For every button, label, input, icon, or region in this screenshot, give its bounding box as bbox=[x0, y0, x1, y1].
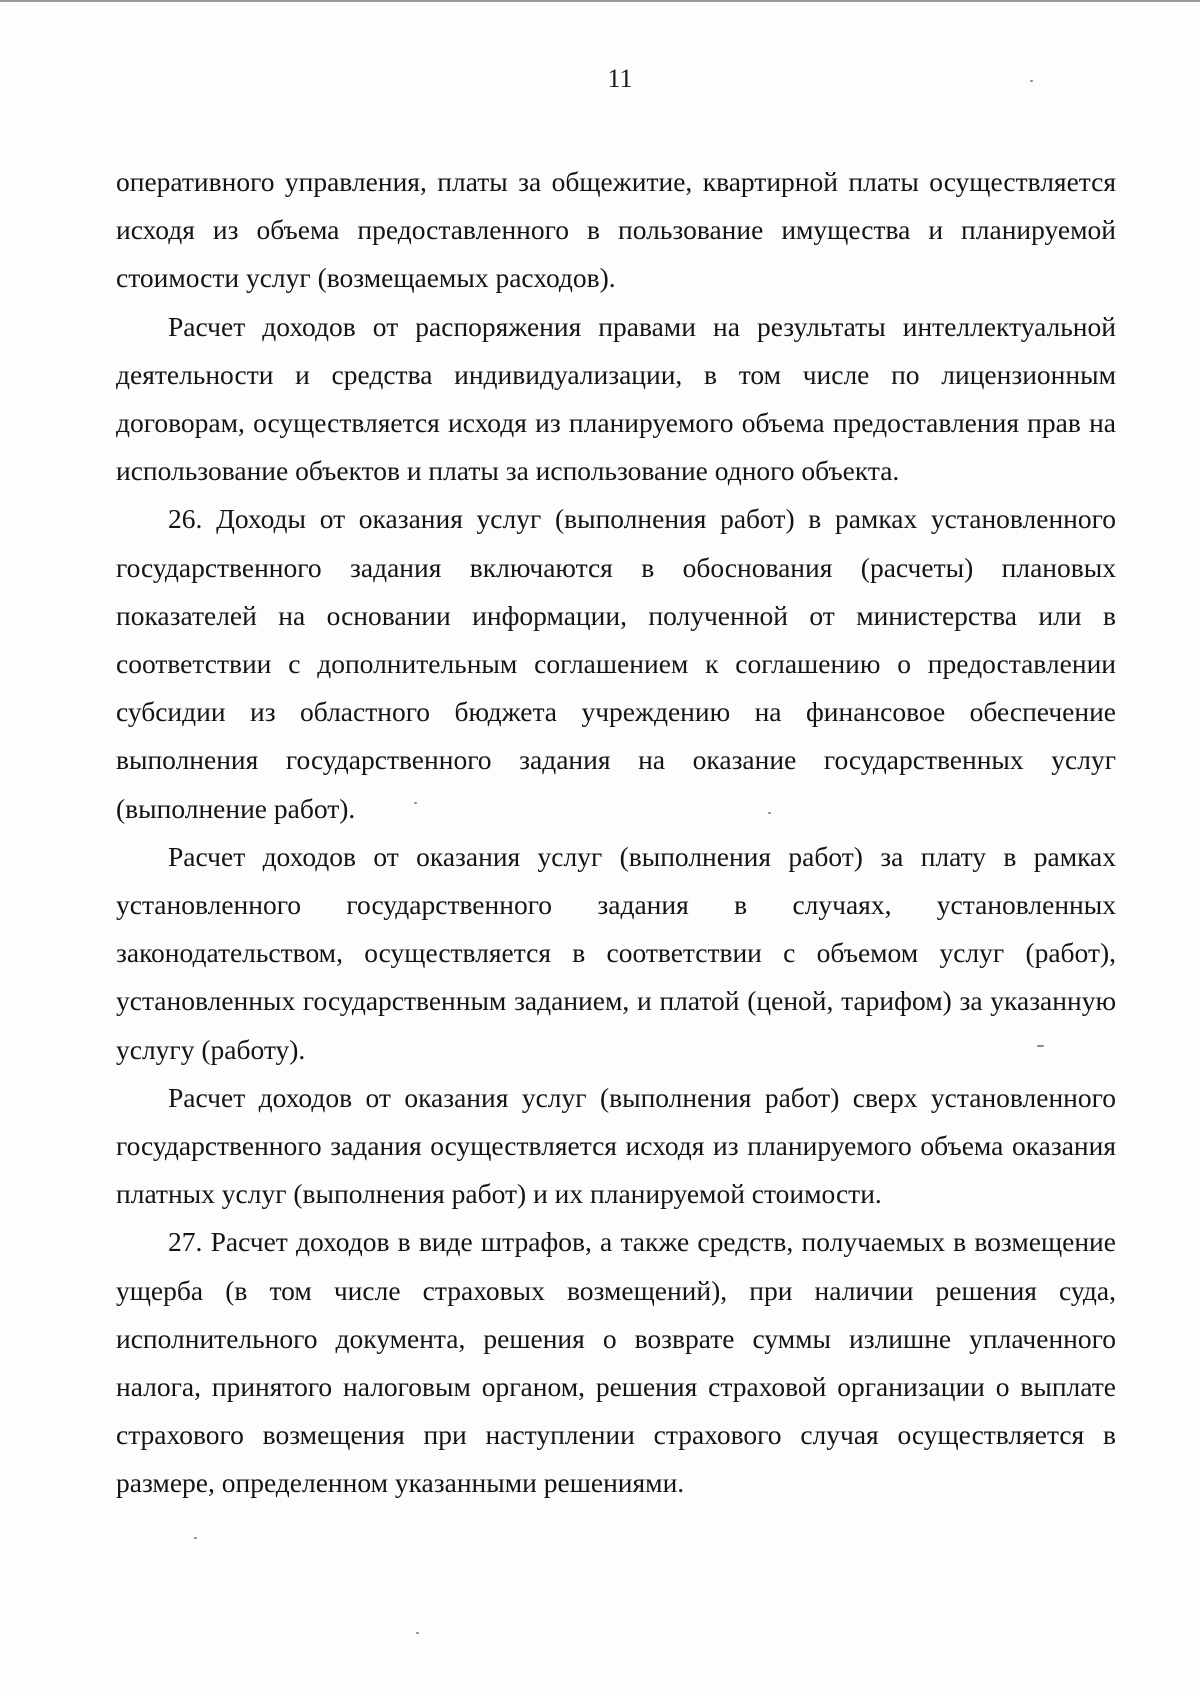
paragraph-paid-services-beyond-assignment: Расчет доходов от оказания услуг (выполнения работ) сверх установленного государственного задания осуществляется исходя из планируемого объема оказания платных услуг (выполнения работ) и их планируемой стоимости. bbox=[116, 1081, 1116, 1210]
paragraph-intellectual-property-income: Расчет доходов от распоряжения правами на результаты интеллектуальной деятельности и средства индивидуализации, в том числе по лицензионным договорам, осуществляется исходя из планируемого объема предоставления прав на использование объектов и платы за использование одного объекта. bbox=[116, 310, 1116, 487]
paragraph-item-26: 26. Доходы от оказания услуг (выполнения работ) в рамках установленного государственного задания включаются в обоснования (расчеты) плановых показателей на основании информации, полученной от министерства или в соответствии с дополнительным соглашением к соглашению о предоставлении субсидии из областного бюджета учреждению на финансовое обеспечение выполнения государственного задания на оказание государственных услуг (выполнение работ). bbox=[116, 503, 1116, 824]
page-number: 11 bbox=[607, 64, 633, 93]
scan-speck bbox=[768, 812, 771, 814]
scan-speck bbox=[194, 1537, 197, 1539]
paragraph-item-27: 27. Расчет доходов в виде штрафов, а также средств, получаемых в возмещение ущерба (в том числе страховых возмещений), при наличии решения суда, исполнительного документа, решения о возврате суммы излишне уплаченного налога, принятого налоговым органом, решения страховой организации о выплате страхового возмещения при наступлении страхового случая осуществляется в размере, определенном указанными решениями. bbox=[116, 1226, 1116, 1499]
scan-speck bbox=[1030, 80, 1033, 82]
document-body bbox=[116, 158, 1116, 1508]
scan-speck bbox=[416, 1632, 419, 1634]
paragraph-paid-services-within-assignment: Расчет доходов от оказания услуг (выполнения работ) за плату в рамках установленного государственного задания в случаях, установленных законодательством, осуществляется в соответствии с объемом услуг (работ), установленных государственным заданием, и платой (ценой, тарифом) за указанную услугу (работу). bbox=[116, 840, 1116, 1065]
scan-speck bbox=[1037, 1045, 1044, 1047]
paragraph-continuation: оперативного управления, платы за общежитие, квартирной платы осуществляется исходя из объема предоставленного в пользование имущества и планируемой стоимости услуг (возмещаемых расходов). bbox=[116, 166, 1116, 294]
scan-speck bbox=[414, 802, 417, 804]
